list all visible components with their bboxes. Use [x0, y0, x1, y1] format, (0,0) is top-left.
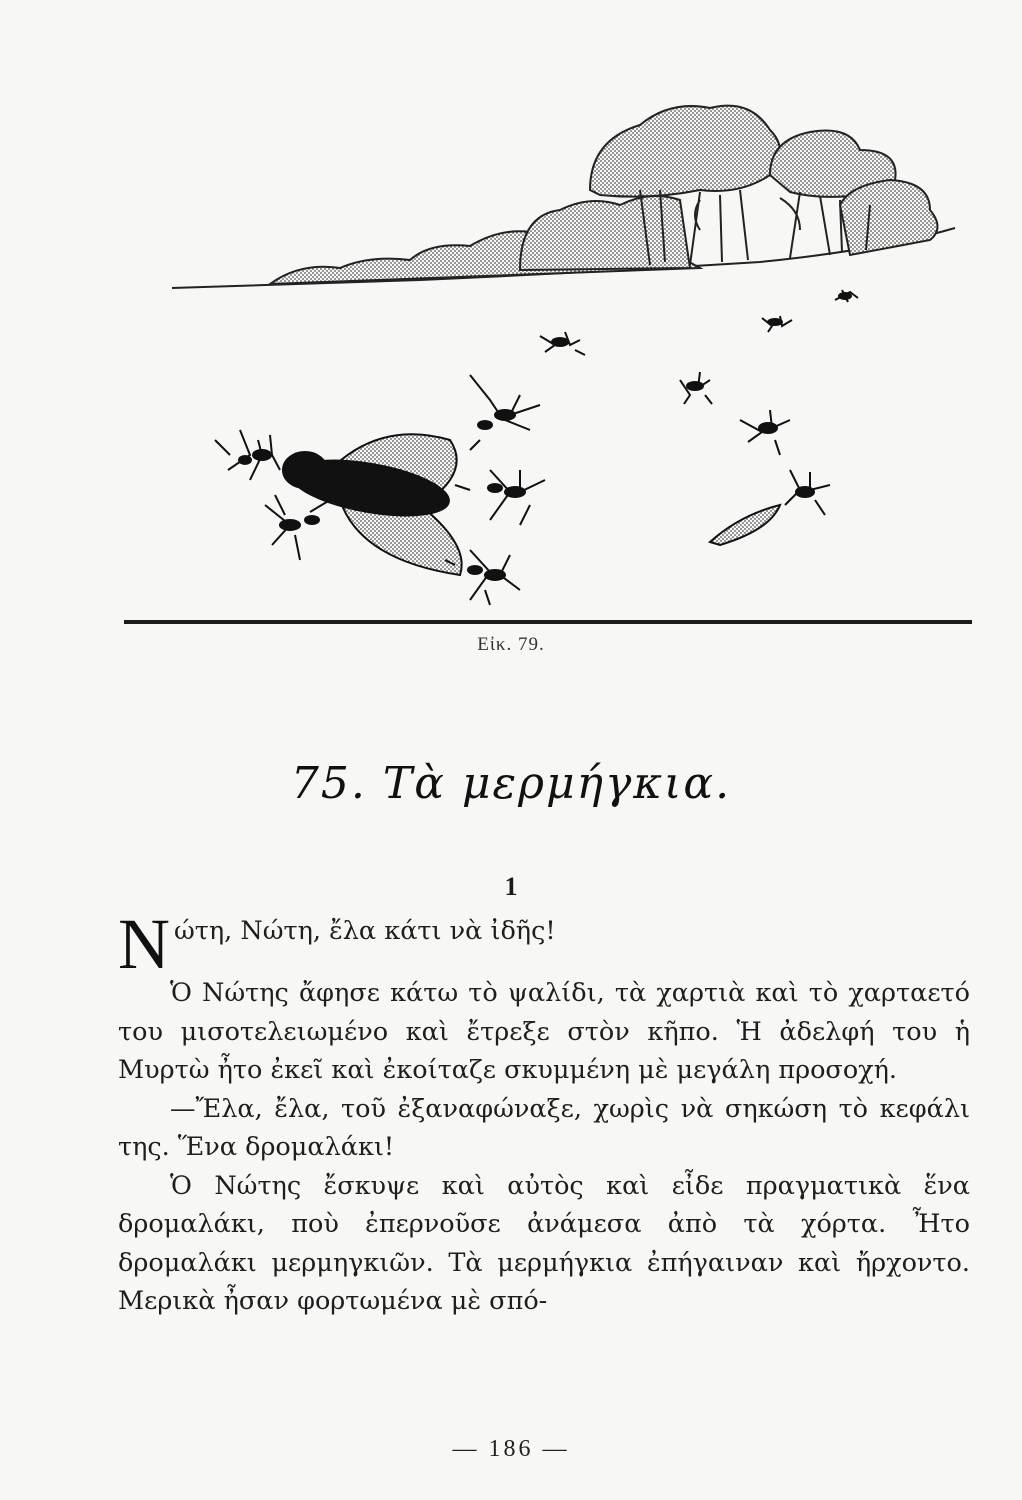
tree-line-icon: [270, 106, 938, 284]
figure-divider-rule: [124, 620, 972, 624]
ant-icon: [762, 316, 792, 332]
paragraph-text: ώτη, Νώτη, ἔλα κάτι νὰ ἰδῆς!: [174, 916, 556, 946]
section-number: 1: [504, 872, 518, 901]
paragraph: Ὁ Νώτης ἔσκυψε καὶ αὐτὸς καὶ εἶδε πραγματικὰ ἕνα δρομαλάκι, ποὺ ἐπερνοῦσε ἀνάμεσα ἀπὸ τὰ χόρτα. Ἦτο δρομαλάκι μερμηγκιῶν. Τὰ μερμήγκια ἐπήγαιναν καὶ ἤρχοντο. Μερικὰ ἦσαν φορτωμένα μὲ σπό-: [118, 1170, 970, 1316]
page-number: — 186 —: [452, 1436, 570, 1462]
chapter-title: 75. Τὰ μερμήγκια.: [290, 758, 732, 809]
body-text: [118, 904, 970, 1321]
ant-icon: [215, 430, 280, 480]
drop-cap: Ν: [118, 904, 170, 984]
wing-fragment-icon: [710, 505, 780, 545]
ant-icon: [740, 410, 790, 455]
paragraph: [118, 904, 970, 984]
ant-icon: [785, 470, 830, 515]
figure-caption: Εἰκ. 79.: [477, 634, 545, 655]
ant-icon: [265, 495, 330, 560]
ant-icon: [470, 375, 540, 450]
ant-icon: [680, 372, 712, 404]
ant-icon: [540, 332, 585, 355]
ant-icon: [835, 290, 858, 302]
paragraph: Ὁ Νώτης ἄφησε κάτω τὸ ψαλίδι, τὰ χαρτιὰ καὶ τὸ χαρταετό του μισοτελειωμένο καὶ ἔτρεξε στὸν κῆπο. Ἡ ἀδελφή του ἡ Μυρτὼ ἦτο ἐκεῖ καὶ ἐκοίταζε σκυμμένη μὲ μεγάλη προσοχή.: [118, 978, 970, 1085]
cicada-icon: [283, 434, 462, 575]
ant-icon: [455, 470, 545, 525]
paragraph: —Ἔλα, ἔλα, τοῦ ἐξαναφώναξε, χωρὶς νὰ σηκώση τὸ κεφάλι της. Ἕνα δρομαλάκι!: [118, 1093, 970, 1162]
illustration-ants-carrying-cicada: [0, 0, 1022, 620]
